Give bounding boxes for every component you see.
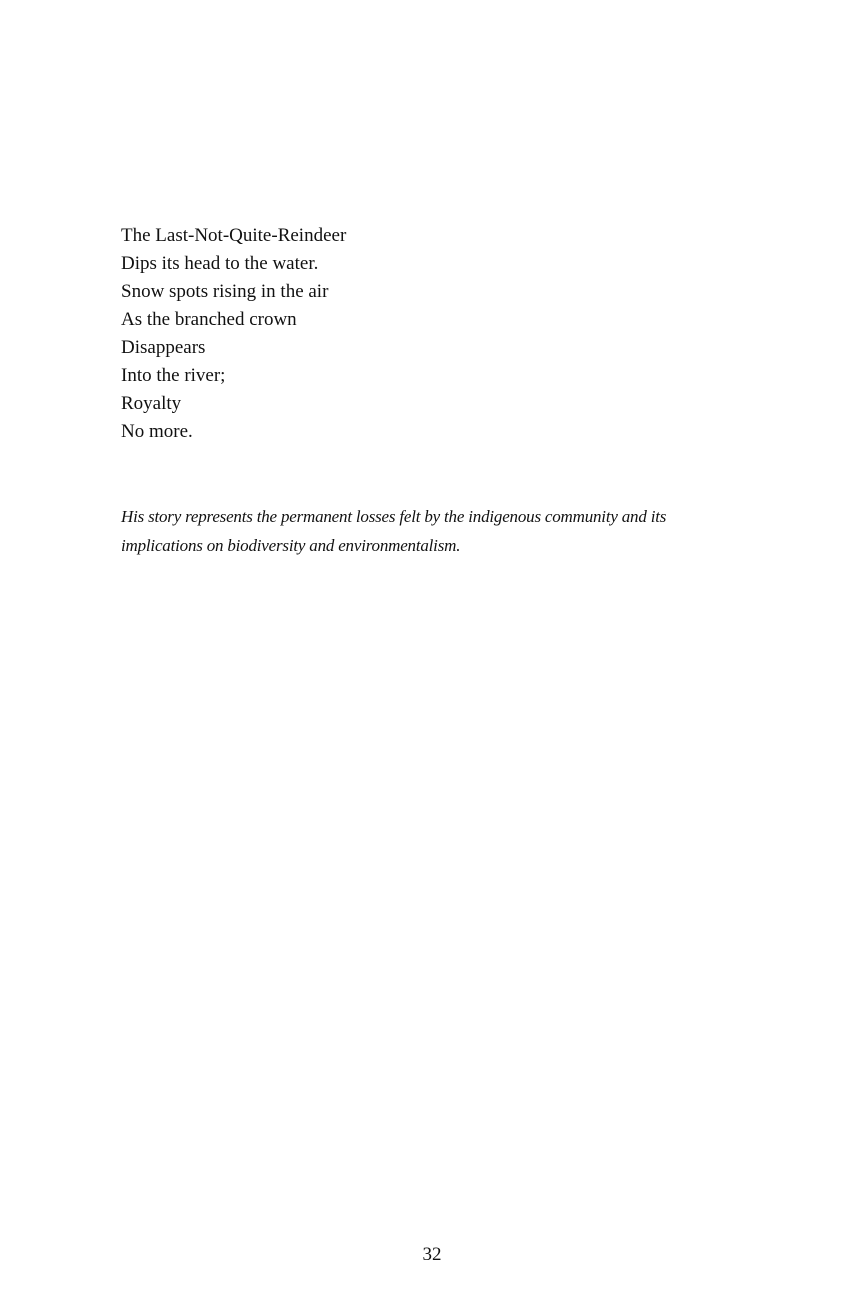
poem-line: Dips its head to the water. — [121, 253, 319, 274]
poem-line: Royalty — [121, 393, 182, 414]
poem-line: As the branched crown — [121, 309, 297, 330]
poem-line: No more. — [121, 421, 193, 442]
poem-line: Into the river; — [121, 365, 226, 386]
poem-stanza — [121, 222, 721, 446]
annotation-line: implications on biodiversity and environmentalism. — [121, 536, 461, 555]
italic-annotation — [121, 502, 721, 560]
poem-line: The Last-Not-Quite-Reindeer — [121, 225, 347, 246]
poem-line: Disappears — [121, 337, 206, 358]
page-number: 32 — [422, 1244, 442, 1265]
annotation-line: His story represents the permanent losses felt by the indigenous community and its — [121, 507, 667, 526]
poem-line: Snow spots rising in the air — [121, 281, 329, 302]
